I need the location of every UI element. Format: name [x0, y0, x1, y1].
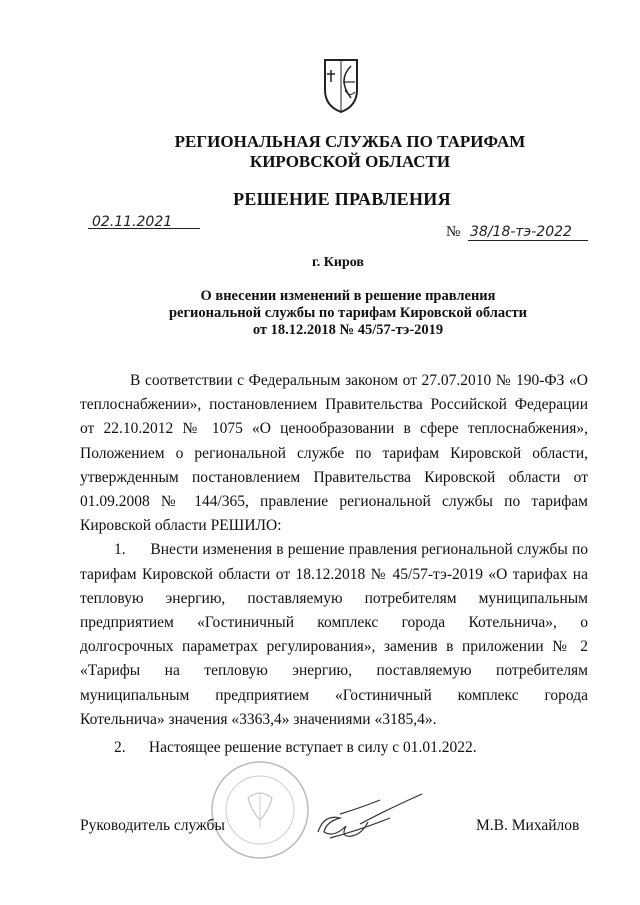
number-label: № [446, 224, 461, 240]
document-subject [28, 288, 640, 339]
subject-line-3: от 18.12.2018 № 45/57-тэ-2019 [252, 322, 444, 338]
subject-line-2: региональной службы по тарифам Кировской области [168, 305, 528, 321]
handwritten-signature [300, 788, 428, 850]
signer-name: М.В. Михайлов [476, 817, 580, 834]
date-underline [88, 228, 200, 229]
document-date: 02.11.2021 [92, 214, 173, 230]
official-stamp [208, 758, 312, 862]
signer-position: Руководитель службы [80, 817, 225, 834]
item-2-paragraph [80, 736, 588, 760]
item-2-text: Настоящее решение вступает в силу с 01.01.2022. [148, 739, 477, 757]
organization-name [30, 132, 640, 172]
coat-of-arms-icon [321, 56, 361, 114]
document-title: РЕШЕНИЕ ПРАВЛЕНИЯ [233, 189, 451, 209]
item-2-number: 2. [114, 739, 126, 757]
org-line-1: РЕГИОНАЛЬНАЯ СЛУЖБА ПО ТАРИФАМ [174, 132, 526, 151]
number-underline [468, 240, 588, 241]
subject-line-1: О внесении изменений в решение правления [200, 288, 496, 304]
item-1-text: Внести изменения в решение правления региональной службы по тарифам Кировской области от 18.12.2018 № 45/57-тэ-2019 «О тарифах на тепловую энергию, поставляемую потребителям муниципальным предприятием «Гостиничный комплекс города Котельнича», о долгосрочных параметрах регулирования», заменив в приложении № 2 «Тарифы на тепловую энергию, поставляемую потребителям муниципальным предприятием «Гостиничный комплекс города Котельнича» значения «3363,4» значениями «3185,4». [80, 541, 589, 728]
document-number: 38/18-тэ-2022 [470, 224, 572, 240]
org-line-2: КИРОВСКОЙ ОБЛАСТИ [249, 152, 451, 171]
item-1-number: 1. [114, 541, 126, 559]
preamble-paragraph: В соответствии с Федеральным законом от 27.07.2010 № 190-ФЗ «О теплоснабжении», постановлением Правительства Российской Федерации от 22.10.2012 № 1075 «О ценообразовании в сфере теплоснабжения», Положением о региональной службе по тарифам Кировской области, утвержденным постановлением Правительства Кировской области от 01.09.2008 № 144/365, правление региональной службы по тарифам Кировской области РЕШИЛО: [80, 372, 588, 535]
item-1-paragraph [80, 538, 588, 732]
document-body [80, 369, 588, 760]
city: г. Киров [312, 255, 364, 270]
